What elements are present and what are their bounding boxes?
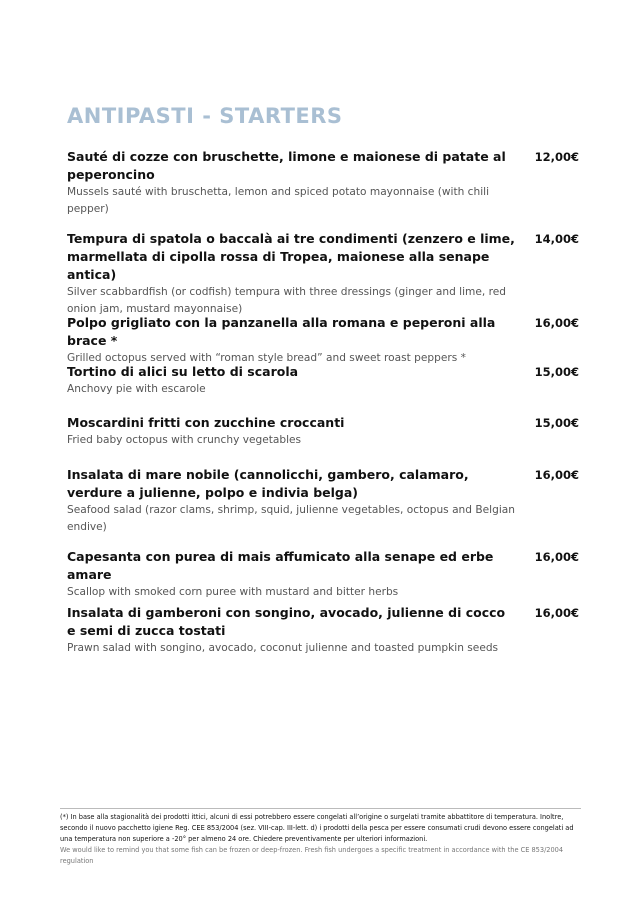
item-description: Scallop with smoked corn puree with mustard and bitter herbs [67, 586, 399, 598]
item-name: Insalata di gamberoni con songino, avocado, julienne di cocco e semi di zucca tostati [67, 605, 506, 638]
item-name: Tortino di alici su letto di scarola [67, 364, 299, 379]
menu-item [67, 466, 579, 535]
item-description: Grilled octopus served with “roman style bread” and sweet roast peppers * [67, 352, 466, 364]
item-description: Silver scabbardfish (or codfish) tempura with three dressings (ginger and lime, red onion jam, mustard mayonnaise) [67, 286, 506, 315]
footer-note [60, 808, 581, 867]
section-title: ANTIPASTI - STARTERS [67, 104, 343, 128]
menu-item [67, 148, 579, 217]
item-price: 15,00€ [534, 365, 579, 379]
menu-item [67, 548, 579, 601]
menu-item [67, 604, 579, 657]
item-name: Tempura di spatola o baccalà ai tre condimenti (zenzero e lime, marmellata di cipolla rossa di Tropea, maionese alla senape antica) [67, 231, 515, 282]
menu-item [67, 314, 579, 367]
item-description: Prawn salad with songino, avocado, coconut julienne and toasted pumpkin seeds [67, 642, 499, 654]
item-price: 15,00€ [534, 416, 579, 430]
menu-item [67, 363, 579, 398]
menu-item [67, 230, 579, 317]
item-description: Fried baby octopus with crunchy vegetables [67, 434, 302, 446]
item-price: 16,00€ [534, 316, 579, 330]
item-description: Anchovy pie with escarole [67, 383, 206, 395]
item-description: Mussels sauté with bruschetta, lemon and spiced potato mayonnaise (with chili pepper) [67, 186, 490, 215]
item-price: 16,00€ [534, 606, 579, 620]
item-price: 12,00€ [534, 150, 579, 164]
item-name: Capesanta con purea di mais affumicato alla senape ed erbe amare [67, 549, 494, 582]
footer-note-english: We would like to remind you that some fish can be frozen or deep-frozen. Fresh fish undergoes a specific treatment in accordance with the CE 853/2004 regulation [60, 846, 564, 865]
item-price: 16,00€ [534, 550, 579, 564]
item-name: Moscardini fritti con zucchine croccanti [67, 415, 345, 430]
footer-note-italian: (*) In base alla stagionalità dei prodotti ittici, alcuni di essi potrebbero essere congelati all’origine o surgelati tramite abbattitore di temperatura. Inoltre, secondo il nuovo pacchetto igiene Reg. CEE 853/2004 (sez. VIII-cap. III-lett. d) i prodotti della pesca per essere consumati crudi devono essere congelati ad una temperatura non superiore a -20° per almeno 24 ore. Chiedere preventivamente per ulteriori informazioni. [60, 813, 574, 843]
item-name: Insalata di mare nobile (cannolicchi, gambero, calamaro, verdure a julienne, polpo e indivia belga) [67, 467, 469, 500]
item-name: Sauté di cozze con bruschette, limone e maionese di patate al peperoncino [67, 149, 506, 182]
item-description: Seafood salad (razor clams, shrimp, squid, julienne vegetables, octopus and Belgian endive) [67, 504, 515, 533]
item-price: 14,00€ [534, 232, 579, 246]
menu-item [67, 414, 579, 449]
item-price: 16,00€ [534, 468, 579, 482]
item-name: Polpo grigliato con la panzanella alla romana e peperoni alla brace * [67, 315, 496, 348]
